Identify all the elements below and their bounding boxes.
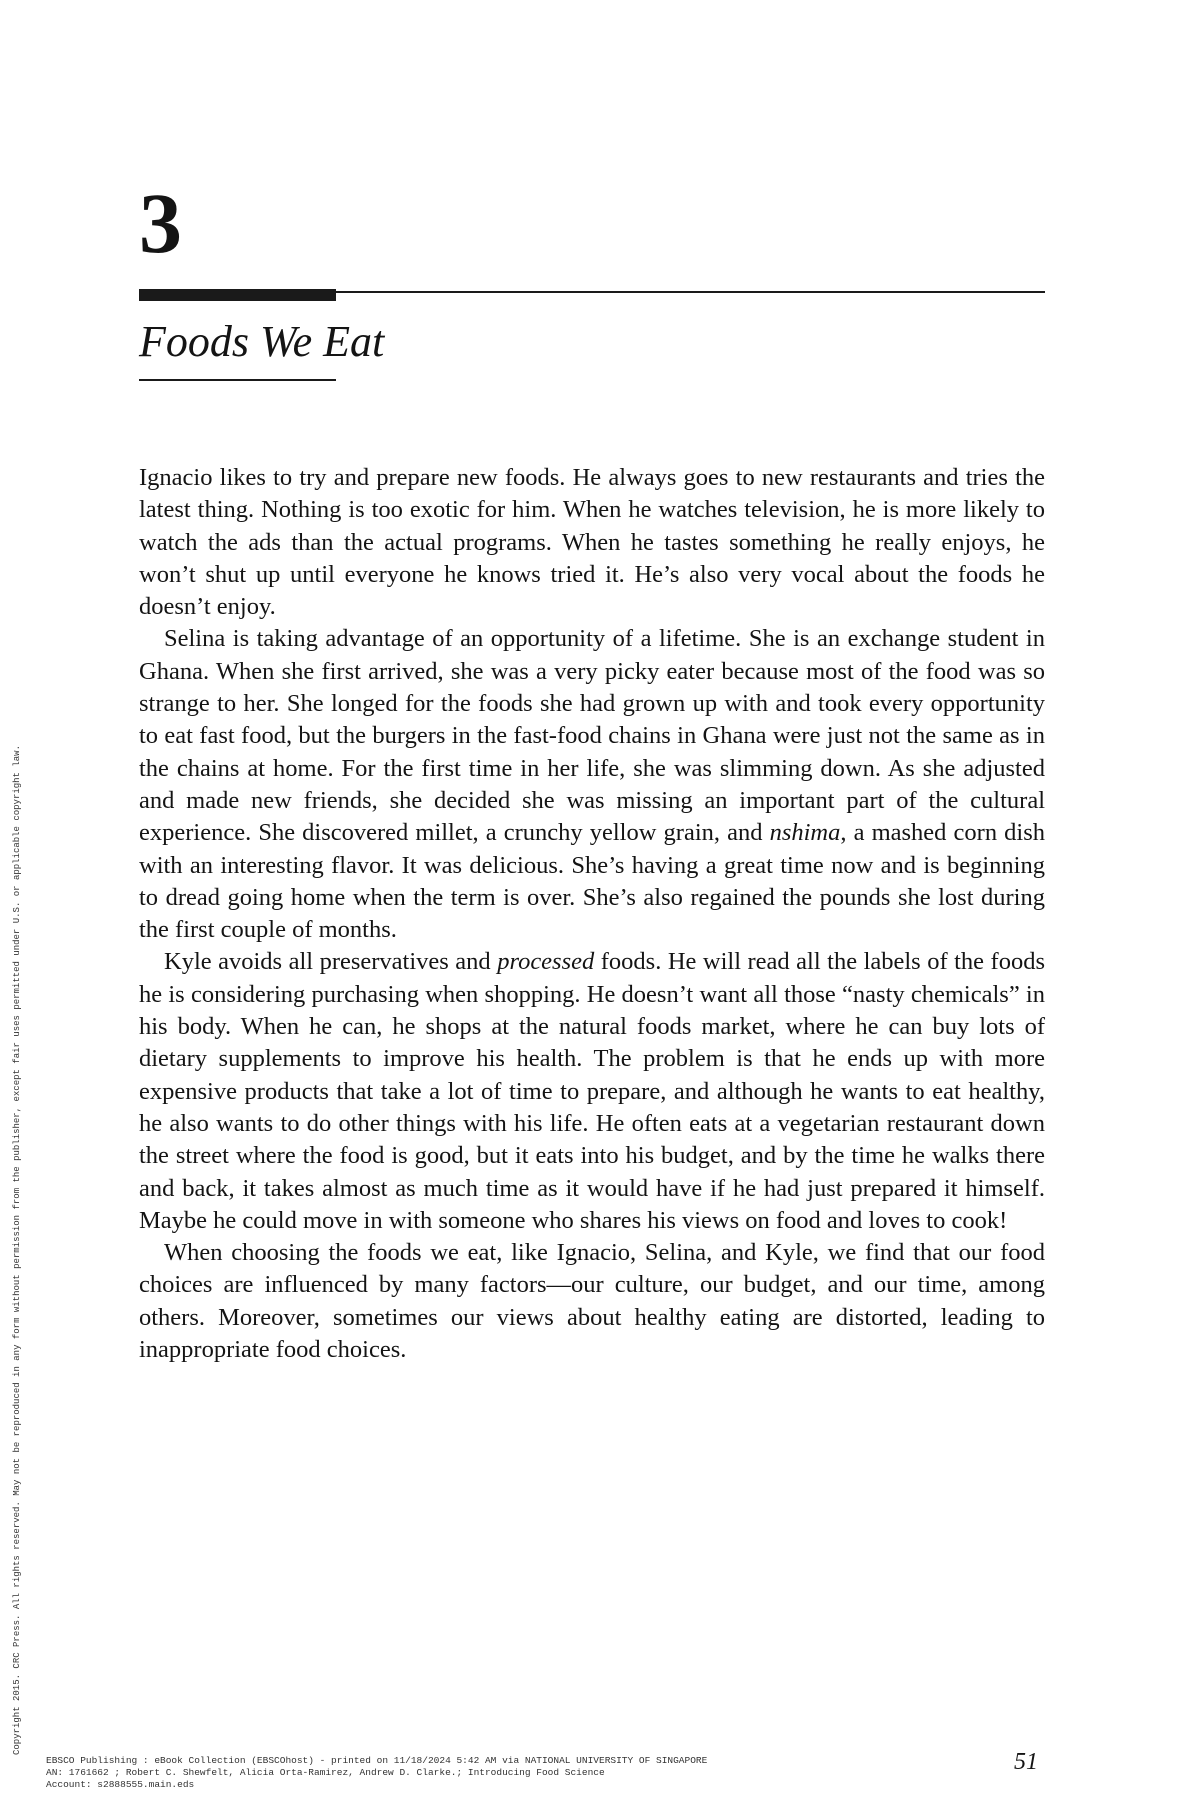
body-text (139, 462, 1045, 1366)
chapter-title: Foods We Eat (139, 317, 385, 366)
italic-term: nshima (769, 819, 841, 847)
copyright-notice: Copyright 2015. CRC Press. All rights reserved. May not be reproduced in any form without permission from the publisher, except fair uses permitted under U.S. or applicable copyright law. (12, 745, 22, 1755)
footer-line: EBSCO Publishing : eBook Collection (EBSCOhost) - printed on 11/18/2024 5:42 AM via NATIONAL UNIVERSITY OF SINGAPORE (46, 1755, 708, 1766)
paragraph-text: Ignacio likes to try and prepare new foods. He always goes to new restaurants and tries the latest thing. Nothing is too exotic for him. When he watches television, he is more likely to watch the ads than the actual programs. When he tastes something he really enjoys, he won’t shut up until everyone he knows tried it. He’s also very vocal about the foods he doesn’t enjoy. (139, 464, 1045, 621)
body-paragraph (139, 623, 1045, 946)
footer-citation (46, 1755, 707, 1791)
chapter-number: 3 (139, 175, 182, 271)
italic-term: processed (497, 948, 595, 976)
footer-line: AN: 1761662 ; Robert C. Shewfelt, Alicia Orta-Ramirez, Andrew D. Clarke.; Introducing Food Science (46, 1767, 605, 1778)
title-underline (139, 379, 336, 381)
body-paragraph (139, 946, 1045, 1237)
paragraph-text: Kyle avoids all preservatives and (164, 948, 498, 976)
body-paragraph (139, 1237, 1045, 1366)
paragraph-text: Selina is taking advantage of an opportunity of a lifetime. She is an exchange student in Ghana. When she first arrived, she was a very picky eater because most of the food was so strange to her. She longed for the foods she had grown up with and took every opportunity to eat fast food, but the burgers in the fast-food chains in Ghana were just not the same as in the chains at home. For the first time in her life, she was slimming down. As she adjusted and made new friends, she decided she was missing an important part of the cultural experience. She discovered millet, a crunchy yellow grain, and (139, 625, 1045, 847)
paragraph-text: foods. He will read all the labels of the foods he is considering purchasing when shopping. He doesn’t want all those “nasty chemicals” in his body. When he can, he shops at the natural foods market, where he can buy lots of dietary supplements to improve his health. The problem is that he ends up with more expensive products that take a lot of time to prepare, and although he wants to eat healthy, he also wants to do other things with his life. He often eats at a vegetarian restaurant down the street where the food is good, but it eats into his budget, and by the time he walks there and back, it takes almost as much time as it would have if he had just prepared it himself. Maybe he could move in with someone who shares his views on food and loves to cook! (139, 948, 1045, 1234)
paragraph-text: When choosing the foods we eat, like Ignacio, Selina, and Kyle, we find that our food choices are influenced by many factors—our culture, our budget, and our time, among others. Moreover, sometimes our views about healthy eating are distorted, leading to inappropriate food choices. (139, 1239, 1045, 1364)
page-number: 51 (1014, 1749, 1038, 1775)
paragraph-text: , a mashed corn dish with an interesting flavor. It was delicious. She’s having a great time now and is beginning to dread going home when the term is over. She’s also regained the pounds she lost during the first couple of months. (139, 819, 1046, 944)
body-paragraph (139, 462, 1045, 623)
footer-line: Account: s2888555.main.eds (46, 1779, 195, 1790)
chapter-rule-accent (139, 289, 336, 301)
